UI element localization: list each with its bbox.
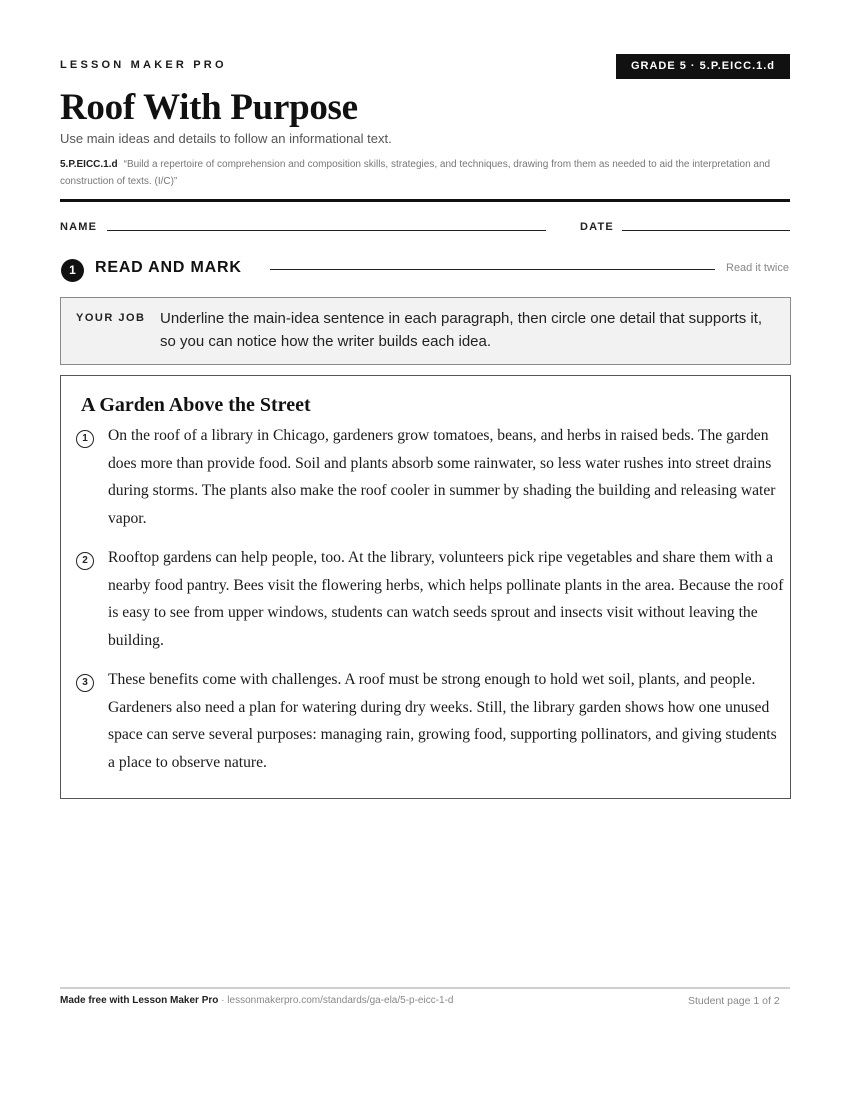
passage-title: A Garden Above the Street — [81, 394, 311, 416]
paragraph-number-badge: 1 — [76, 430, 94, 448]
section-number-badge: 1 — [61, 259, 84, 282]
section-divider — [270, 269, 715, 270]
paragraph-number-badge: 3 — [76, 674, 94, 692]
paragraph-text: Rooftop gardens can help people, too. At the library, volunteers pick ripe vegetables and share them with a nearby food pantry. Bees visit the flowering herbs, which helps pollinate plants in the area. Because the roof is easy to see from upper windows, students can watch seeds sprout and insects visit without leaving the building. — [108, 549, 784, 649]
header-divider — [60, 199, 790, 202]
standard-code: 5.P.EICC.1.d — [60, 159, 118, 170]
worksheet-title: Roof With Purpose — [60, 87, 358, 128]
paragraph-text: These benefits come with challenges. A roof must be strong enough to hold wet soil, plants, and people. Gardeners also need a plan for watering during dry weeks. Still, the library garden shows how one unused space can serve several purposes: managing rain, growing food, supporting pollinators, and giving students a place to observe nature. — [108, 671, 777, 771]
standard-description — [60, 156, 795, 190]
your-job-box — [60, 297, 791, 365]
footer-credit: Made free with Lesson Maker Pro — [60, 995, 219, 1006]
footer-url: lessonmakerpro.com/standards/ga-ela/5-p-eicc-1-d — [227, 995, 454, 1006]
brand-name: LESSON MAKER PRO — [60, 59, 227, 71]
paragraph-text: On the roof of a library in Chicago, gardeners grow tomatoes, beans, and herbs in raised beds. The garden does more than provide food. Soil and plants absorb some rainwater, so less water rushes into street drains during storms. The plants also make the roof cooler in summer by shading the building and releasing water vapor. — [108, 427, 776, 527]
your-job-instructions: Underline the main-idea sentence in each paragraph, then circle one detail that supports it, so you can notice how the writer builds each idea. — [160, 310, 763, 350]
section-title: READ AND MARK — [95, 259, 242, 276]
date-write-line[interactable] — [622, 230, 790, 231]
reading-passage — [60, 375, 791, 799]
name-write-line[interactable] — [107, 230, 546, 231]
worksheet-subtitle: Use main ideas and details to follow an informational text. — [60, 131, 392, 146]
section-note: Read it twice — [726, 262, 789, 274]
footer-divider — [60, 987, 790, 989]
your-job-label: YOUR JOB — [76, 312, 146, 324]
name-label: NAME — [60, 221, 98, 233]
footer-page-number: Student page 1 of 2 — [688, 995, 780, 1007]
paragraph-number-badge: 2 — [76, 552, 94, 570]
footer-separator: · — [218, 995, 228, 1006]
grade-standard-badge: GRADE 5 · 5.P.EICC.1.d — [616, 54, 790, 79]
standard-text: “Build a repertoire of comprehension and composition skills, strategies, and techniques, drawing from them as needed to aid the interpretation and construction of texts. (I/C)” — [60, 159, 771, 187]
footer-credit-line — [60, 995, 454, 1006]
date-label: DATE — [580, 221, 614, 233]
